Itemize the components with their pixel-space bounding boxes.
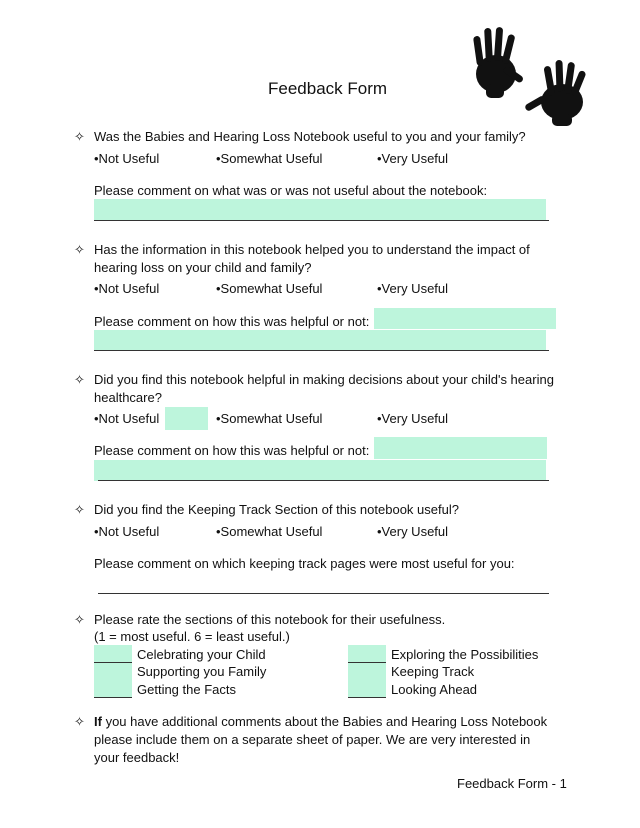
closing-line-3: your feedback!: [94, 750, 180, 765]
question-5-line-1: Please rate the sections of this notebook for their usefulness.: [94, 612, 446, 627]
diamond-outline-icon: ✧: [74, 242, 85, 257]
diamond-outline-icon: ✧: [74, 714, 85, 729]
q1-option-somewhat-useful[interactable]: •Somewhat Useful: [216, 151, 323, 166]
q2-comment-field-inline[interactable]: [374, 308, 556, 329]
q3-option-somewhat-useful[interactable]: •Somewhat Useful: [216, 411, 323, 426]
q1-comment-label: Please comment on what was or was not useful about the notebook:: [94, 183, 488, 198]
q3-option-not-useful[interactable]: •Not Useful: [94, 411, 160, 426]
q3-comment-label: Please comment on how this was helpful or not:: [94, 443, 370, 458]
rating-field-exploring[interactable]: [348, 645, 386, 663]
question-4-text: Did you find the Keeping Track Section of this notebook useful?: [94, 502, 459, 517]
q1-comment-field[interactable]: [94, 199, 546, 221]
rating-field-looking-ahead[interactable]: [348, 680, 386, 698]
q3-option-very-useful[interactable]: •Very Useful: [377, 411, 449, 426]
section-label-celebrating: Celebrating your Child: [137, 647, 266, 662]
q1-option-not-useful[interactable]: •Not Useful: [94, 151, 160, 166]
q1-comment-line: [94, 220, 549, 221]
rating-field-supporting[interactable]: [94, 663, 132, 681]
q2-option-very-useful[interactable]: •Very Useful: [377, 281, 449, 296]
q2-option-somewhat-useful[interactable]: •Somewhat Useful: [216, 281, 323, 296]
q3-comment-field-inline[interactable]: [374, 437, 547, 459]
q4-option-very-useful[interactable]: •Very Useful: [377, 524, 449, 539]
q3-comment-line: [98, 480, 549, 481]
closing-line-1-rest: you have additional comments about the Babies and Hearing Loss Notebook: [105, 714, 548, 729]
q4-option-not-useful[interactable]: •Not Useful: [94, 524, 160, 539]
q3-answer-field[interactable]: [165, 407, 208, 430]
section-label-exploring: Exploring the Possibilities: [391, 647, 539, 662]
q2-comment-line: [94, 350, 549, 351]
q2-comment-label: Please comment on how this was helpful or not:: [94, 314, 370, 329]
q2-option-not-useful[interactable]: •Not Useful: [94, 281, 160, 296]
closing-line-2: please include them on a separate sheet of paper. We are very interested in: [94, 732, 531, 747]
diamond-outline-icon: ✧: [74, 129, 85, 144]
question-2-line-2: hearing loss on your child and family?: [94, 260, 312, 275]
rating-field-celebrating[interactable]: [94, 645, 132, 663]
section-label-facts: Getting the Facts: [137, 682, 236, 697]
page-footer: Feedback Form - 1: [457, 776, 567, 791]
q1-option-very-useful[interactable]: •Very Useful: [377, 151, 449, 166]
question-2-line-1: Has the information in this notebook helped you to understand the impact of: [94, 242, 530, 257]
question-3-line-2: healthcare?: [94, 390, 162, 405]
section-label-looking-ahead: Looking Ahead: [391, 682, 478, 697]
q3-comment-field[interactable]: [94, 460, 546, 481]
closing-if-word: If: [94, 714, 102, 729]
closing-line-1: [94, 714, 547, 729]
section-label-supporting: Supporting you Family: [137, 664, 267, 679]
q2-comment-field[interactable]: [94, 330, 546, 351]
q4-option-somewhat-useful[interactable]: •Somewhat Useful: [216, 524, 323, 539]
question-5-line-2: (1 = most useful. 6 = least useful.): [94, 629, 290, 644]
diamond-outline-icon: ✧: [74, 502, 85, 517]
section-label-keeping-track: Keeping Track: [391, 664, 475, 679]
diamond-outline-icon: ✧: [74, 372, 85, 387]
question-1-text: Was the Babies and Hearing Loss Notebook useful to you and your family?: [94, 129, 526, 144]
rating-field-facts[interactable]: [94, 680, 132, 698]
diamond-outline-icon: ✧: [74, 612, 85, 627]
rating-field-keeping-track[interactable]: [348, 663, 386, 681]
q4-comment-line[interactable]: [98, 593, 549, 594]
q4-comment-label: Please comment on which keeping track pages were most useful for you:: [94, 556, 515, 571]
handprints-icon: [462, 24, 600, 128]
question-3-line-1: Did you find this notebook helpful in making decisions about your child's hearing: [94, 372, 554, 387]
page-title: Feedback Form: [268, 79, 388, 98]
